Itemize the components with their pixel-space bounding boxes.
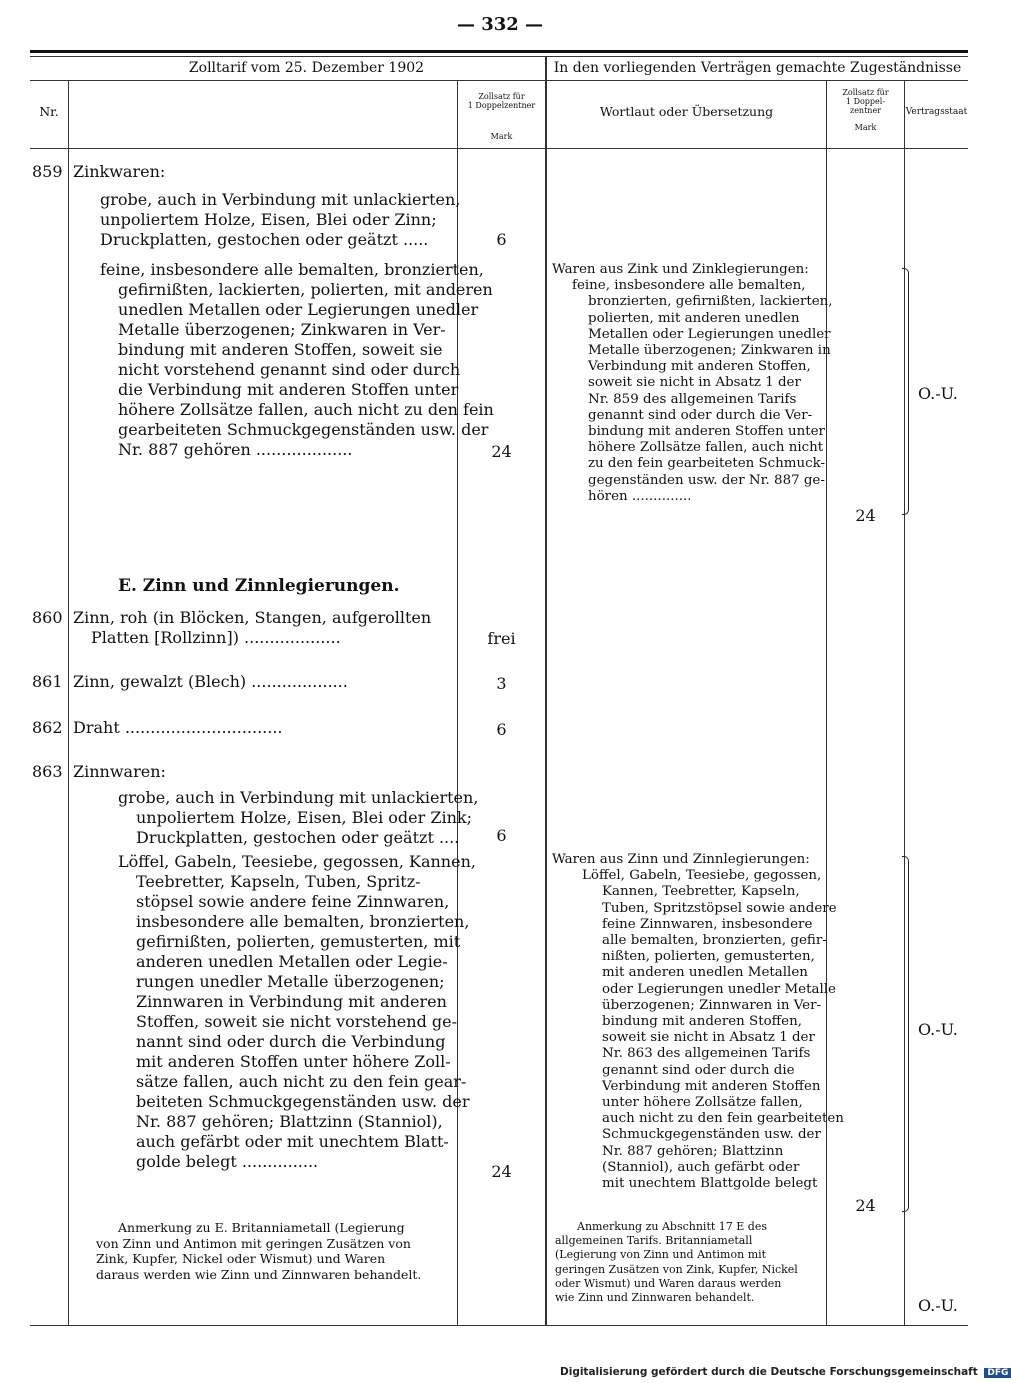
entry-859-rate-grobe: 6 xyxy=(496,230,507,249)
treaty-line: Nr. 887 gehören; Blattzinn xyxy=(602,1143,784,1159)
header-rate xyxy=(458,92,545,141)
treaty-line: genannt sind oder durch die xyxy=(602,1062,795,1078)
top-rule-thick xyxy=(30,50,968,53)
treaty-line: Nr. 863 des allgemeinen Tarifs xyxy=(602,1046,811,1062)
header-mid-rule xyxy=(30,80,968,81)
treaty-line: unter höhere Zollsätze fallen, xyxy=(602,1095,803,1111)
entry-863-state: O.-U. xyxy=(918,1020,958,1039)
header-state: Vertragsstaat xyxy=(905,107,968,117)
entry-859-nr: 859 xyxy=(32,162,63,181)
treaty-line: (Stanniol), auch gefärbt oder xyxy=(602,1159,800,1175)
note-left-line: von Zinn und Antimon mit geringen Zusätzen von xyxy=(96,1235,411,1251)
note-right-line: geringen Zusätzen von Zink, Kupfer, Nickel xyxy=(555,1262,798,1276)
entry-859-line: unedlen Metallen oder Legierungen unedler xyxy=(118,300,479,319)
entry-859-line: Druckplatten, gestochen oder geätzt ..... xyxy=(100,230,429,249)
entry-861-text: Zinn, gewalzt (Blech) ................... xyxy=(73,672,348,691)
note-right xyxy=(555,1220,798,1305)
entry-863-line: insbesondere alle bemalten, bronzierten, xyxy=(136,912,470,931)
treaty-line: Waren aus Zink und Zinklegierungen: xyxy=(552,262,809,277)
entry-859-line: gefirnißten, lackierten, polierten, mit anderen xyxy=(118,280,493,299)
treaty-line: hören .............. xyxy=(588,488,692,504)
entry-863-line: beiteten Schmuckgegenständen usw. der xyxy=(136,1092,470,1111)
dfg-logo: DFG xyxy=(984,1368,1011,1378)
entry-859-line: grobe, auch in Verbindung mit unlackierten, xyxy=(100,190,461,209)
section-e-heading: E. Zinn und Zinnlegierungen. xyxy=(118,576,400,596)
entry-859-line: Nr. 887 gehören ................... xyxy=(118,440,353,459)
table-bottom-rule xyxy=(30,1325,968,1326)
entry-863-rate-feine: 24 xyxy=(491,1162,512,1181)
entry-863-line: mit anderen Stoffen unter höhere Zoll- xyxy=(136,1052,451,1071)
header-bottom-rule xyxy=(30,148,968,149)
treaty-line: bindung mit anderen Stoffen unter xyxy=(588,424,825,440)
entry-861-rate: 3 xyxy=(496,674,507,693)
header-rate2-line1: Zollsatz für xyxy=(842,88,889,97)
page-number: — 332 — xyxy=(456,14,544,35)
entry-863-line: gefirnißten, polierten, gemusterten, mit xyxy=(136,932,461,951)
entry-859-line: bindung mit anderen Stoffen, soweit sie xyxy=(118,340,443,359)
note-right-line: allgemeinen Tarifs. Britanniametall xyxy=(555,1234,753,1248)
note-left-line: daraus werden wie Zinn und Zinnwaren behandelt. xyxy=(96,1266,422,1282)
header-rate2-line3: zentner xyxy=(849,106,882,115)
entry-863-line: sätze fallen, auch nicht zu den fein gear- xyxy=(136,1072,467,1091)
treaty-line: soweit sie nicht in Absatz 1 der xyxy=(588,375,801,391)
treaty-line: genannt sind oder durch die Ver- xyxy=(588,407,813,423)
footer-credit xyxy=(560,1366,1011,1378)
entry-863-line: nannt sind oder durch die Verbindung xyxy=(136,1032,446,1051)
treaty-line: gegenständen usw. der Nr. 887 ge- xyxy=(588,472,825,488)
entry-860-nr: 860 xyxy=(32,608,63,627)
treaty-line: mit unechtem Blattgolde belegt xyxy=(602,1176,818,1192)
treaty-line: Verbindung mit anderen Stoffen xyxy=(602,1078,821,1094)
note-right-line: wie Zinn und Zinnwaren behandelt. xyxy=(555,1291,755,1305)
entry-863-line: Zinnwaren in Verbindung mit anderen xyxy=(136,992,447,1011)
treaty-line: zu den fein gearbeiteten Schmuck- xyxy=(588,456,826,472)
treaty-line: höhere Zollsätze fallen, auch nicht xyxy=(588,440,824,456)
entry-859-rate-feine: 24 xyxy=(491,442,512,461)
entry-862-text: Draht ............................... xyxy=(73,718,283,737)
note-left xyxy=(96,1220,421,1282)
entry-863-line: stöpsel sowie andere feine Zinnwaren, xyxy=(136,892,450,911)
note-right-line: Anmerkung zu Abschnitt 17 E des xyxy=(577,1220,768,1233)
entry-863-feine xyxy=(118,852,476,1172)
treaty-line: Tuben, Spritzstöpsel sowie andere xyxy=(602,900,837,916)
entry-863-line: Nr. 887 gehören; Blattzinn (Stanniol), xyxy=(136,1112,443,1131)
header-rate-line1: Zollsatz für xyxy=(478,92,525,101)
treaty-line: polierten, mit anderen unedlen xyxy=(588,310,800,326)
entry-863-line: Stoffen, soweit sie nicht vorstehend ge- xyxy=(136,1012,458,1031)
header-left-title: Zolltarif vom 25. Dezember 1902 xyxy=(188,60,425,76)
treaty-line: mit anderen unedlen Metallen xyxy=(602,965,808,981)
entry-859-line: feine, insbesondere alle bemalten, bronzierten, xyxy=(100,260,484,279)
entry-859-line: höhere Zollsätze fallen, auch nicht zu den fein xyxy=(118,400,494,419)
entry-863-line: Löffel, Gabeln, Teesiebe, gegossen, Kannen, xyxy=(118,852,476,871)
entry-861-nr: 861 xyxy=(32,672,63,691)
entry-859-line: unpoliertem Holze, Eisen, Blei oder Zinn; xyxy=(100,210,437,229)
header-rate2 xyxy=(827,88,904,132)
entry-860-line: Platten [Rollzinn]) ................... xyxy=(91,628,341,647)
entry-863-treaty xyxy=(552,852,844,1192)
col-line-nr xyxy=(68,80,69,1325)
treaty-line: nißten, polierten, gemusterten, xyxy=(602,949,815,965)
treaty-line: Nr. 859 des allgemeinen Tarifs xyxy=(588,391,797,407)
header-rate2-line2: 1 Doppel- xyxy=(845,97,886,106)
entry-863-brace xyxy=(902,856,909,1212)
top-rule-thin xyxy=(30,56,968,57)
entry-859-line: Metalle überzogenen; Zinkwaren in Ver- xyxy=(118,320,446,339)
entry-863-grobe xyxy=(118,788,478,848)
note-right-line: oder Wismut) und Waren daraus werden xyxy=(555,1276,782,1290)
entry-863-nr: 863 xyxy=(32,762,63,781)
treaty-line: feine Zinnwaren, insbesondere xyxy=(602,916,813,932)
treaty-line: oder Legierungen unedler Metalle xyxy=(602,981,836,997)
entry-859-state: O.-U. xyxy=(918,384,958,403)
treaty-line: Löffel, Gabeln, Teesiebe, gegossen, xyxy=(582,868,822,884)
entry-859-treaty xyxy=(552,262,833,505)
entry-862-rate: 6 xyxy=(496,720,507,739)
header-nr: Nr. xyxy=(39,104,59,119)
treaty-line: Kannen, Teebretter, Kapseln, xyxy=(602,884,800,900)
header-rate-line3: Mark xyxy=(490,132,513,141)
entry-863-line: unpoliertem Holze, Eisen, Blei oder Zink; xyxy=(136,808,472,827)
entry-860-text xyxy=(73,608,431,648)
treaty-line: Metallen oder Legierungen unedler xyxy=(588,326,831,342)
treaty-line: Waren aus Zinn und Zinnlegierungen: xyxy=(552,852,810,867)
treaty-line: soweit sie nicht in Absatz 1 der xyxy=(602,1030,815,1046)
entry-859-line: nicht vorstehend genannt sind oder durch xyxy=(118,360,461,379)
header-right-title: In den vorliegenden Verträgen gemachte Zugeständnisse xyxy=(553,60,962,76)
entry-863-line: rungen unedler Metalle überzogenen; xyxy=(136,972,445,991)
treaty-line: feine, insbesondere alle bemalten, xyxy=(572,278,806,294)
entry-862-nr: 862 xyxy=(32,718,63,737)
entry-863-line: grobe, auch in Verbindung mit unlackierten, xyxy=(118,788,479,807)
entry-863-line: Druckplatten, gestochen oder geätzt .... xyxy=(136,828,460,847)
entry-859-brace xyxy=(902,268,909,515)
header-wording: Wortlaut oder Übersetzung xyxy=(599,104,774,119)
note-right-line: (Legierung von Zinn und Antimon mit xyxy=(555,1248,767,1262)
header-rate2-line4: Mark xyxy=(854,123,877,132)
entry-859-line: die Verbindung mit anderen Stoffen unter xyxy=(118,380,459,399)
entry-859-grobe xyxy=(100,190,460,250)
col-line-rate xyxy=(545,56,547,1325)
treaty-line: überzogenen; Zinnwaren in Ver- xyxy=(602,997,822,1013)
treaty-line: bindung mit anderen Stoffen, xyxy=(602,1014,802,1030)
treaty-line: Metalle überzogenen; Zinkwaren in xyxy=(588,343,831,359)
treaty-line: Verbindung mit anderen Stoffen, xyxy=(588,359,811,375)
entry-863-title: Zinnwaren: xyxy=(73,762,166,781)
entry-863-treaty-rate: 24 xyxy=(855,1196,876,1215)
entry-863-line: auch gefärbt oder mit unechtem Blatt- xyxy=(136,1132,449,1151)
entry-863-line: golde belegt ............... xyxy=(136,1152,319,1171)
note-left-line: Zink, Kupfer, Nickel oder Wismut) und Waren xyxy=(96,1251,386,1266)
entry-860-rate: frei xyxy=(487,629,516,648)
note-state: O.-U. xyxy=(918,1296,958,1315)
entry-860-line: Zinn, roh (in Blöcken, Stangen, aufgerollten xyxy=(73,608,432,627)
treaty-line: alle bemalten, bronzierten, gefir- xyxy=(602,933,827,949)
treaty-line: bronzierten, gefirnißten, lackierten, xyxy=(588,294,833,310)
header-rate-line2: 1 Doppelzentner xyxy=(467,101,536,110)
footer-credit-text: Digitalisierung gefördert durch die Deutsche Forschungsgemeinschaft xyxy=(560,1366,978,1378)
treaty-line: Schmuckgegenständen usw. der xyxy=(602,1127,821,1143)
entry-859-treaty-rate: 24 xyxy=(855,506,876,525)
entry-863-rate-grobe: 6 xyxy=(496,826,507,845)
entry-863-line: anderen unedlen Metallen oder Legie- xyxy=(136,952,448,971)
treaty-line: auch nicht zu den fein gearbeiteten xyxy=(602,1111,844,1127)
note-left-line: Anmerkung zu E. Britanniametall (Legierung xyxy=(118,1220,405,1235)
entry-859-feine xyxy=(100,260,494,460)
entry-859-title: Zinkwaren: xyxy=(73,162,166,181)
entry-863-line: Teebretter, Kapseln, Tuben, Spritz- xyxy=(136,872,421,891)
entry-859-line: gearbeiteten Schmuckgegenständen usw. der xyxy=(118,420,489,439)
